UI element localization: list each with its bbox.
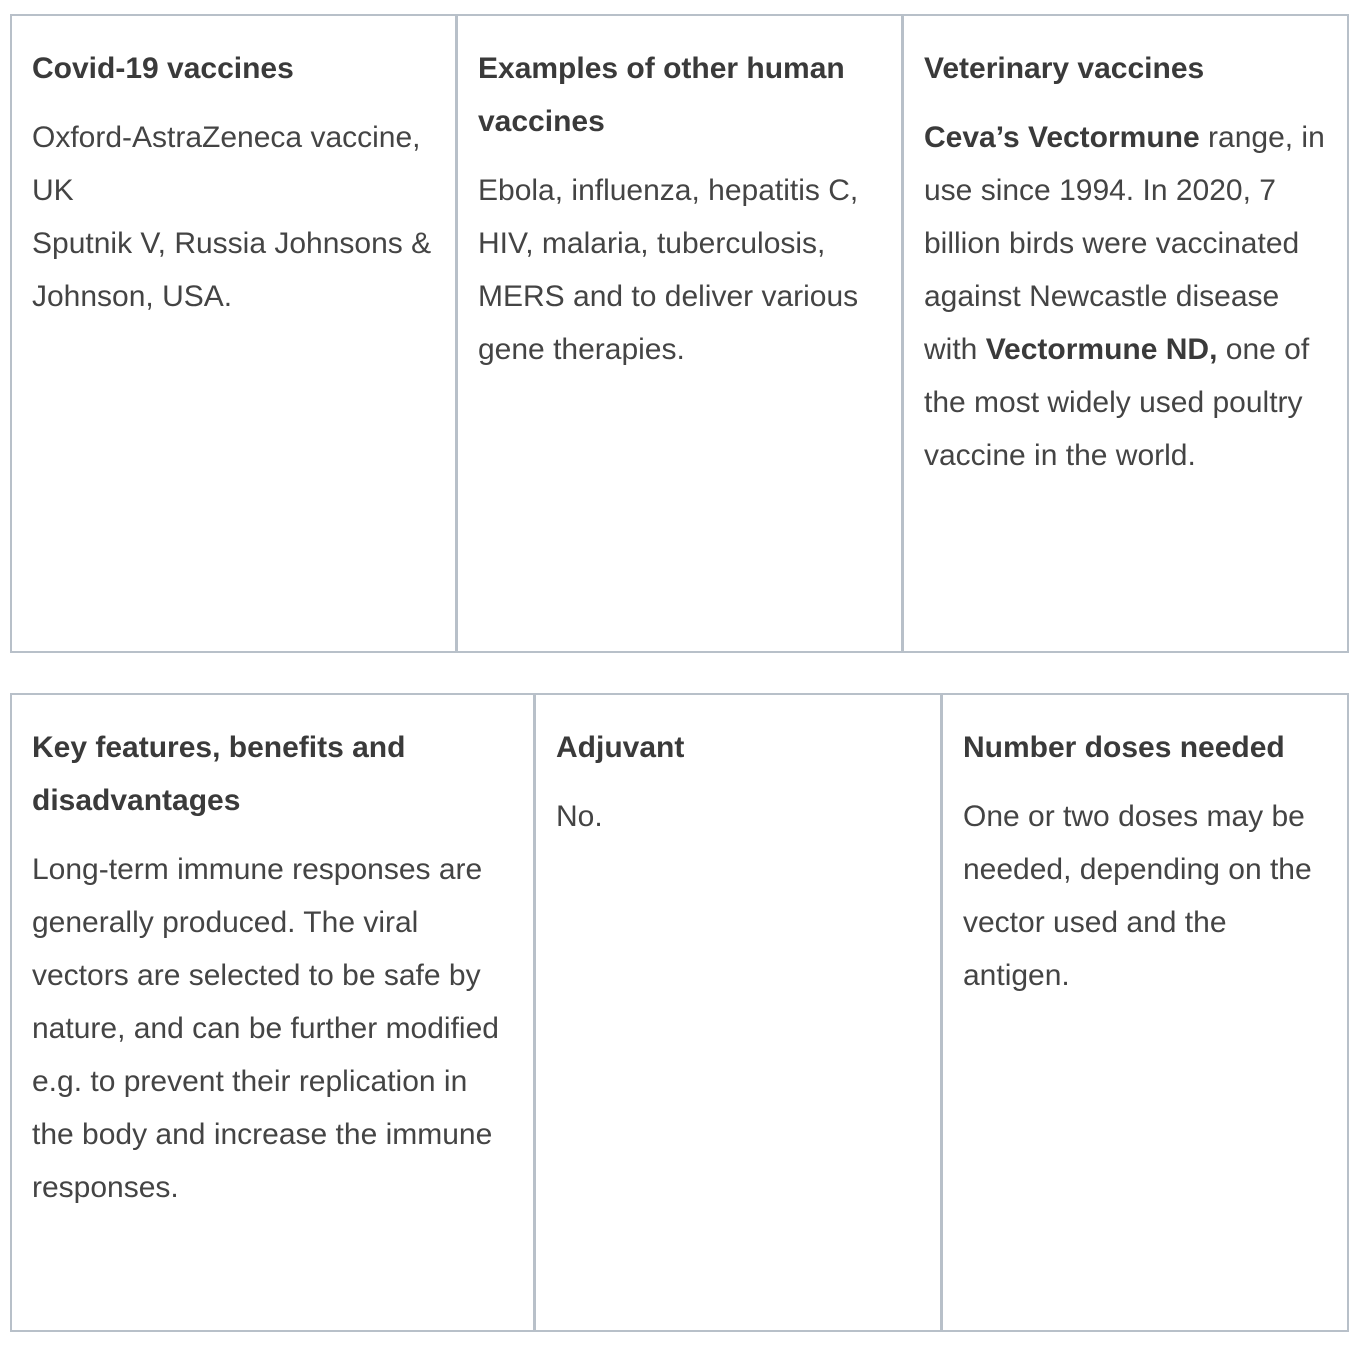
veterinary-text-part-2: one of the most widely used poultry vaccine in the world. xyxy=(924,333,1310,472)
vectormune-brand: Ceva’s Vectormune xyxy=(924,121,1200,154)
veterinary-text-part-1: range, in use since 1994. In 2020, 7 billion birds were vaccinated against Newcastle disease with xyxy=(924,121,1325,366)
other-human-vaccines-cell xyxy=(455,14,903,653)
covid-vaccines-heading: Covid-19 vaccines xyxy=(32,52,294,85)
doses-needed-heading: Number doses needed xyxy=(963,731,1285,764)
covid-vaccine-line-1: Oxford-AstraZeneca vaccine, UK xyxy=(32,121,421,207)
vaccines-table xyxy=(10,14,1349,653)
veterinary-vaccines-text xyxy=(924,111,1327,482)
other-human-vaccines-heading: Examples of other human vaccines xyxy=(478,52,845,138)
veterinary-vaccines-heading: Veterinary vaccines xyxy=(924,52,1205,85)
veterinary-vaccines-cell xyxy=(901,14,1349,653)
features-table xyxy=(10,693,1349,1332)
covid-vaccine-line-2: Sputnik V, Russia Johnsons & Johnson, USA. xyxy=(32,227,432,313)
adjuvant-text: No. xyxy=(556,800,603,833)
other-human-vaccines-text: Ebola, influenza, hepatitis C, HIV, malaria, tuberculosis, MERS and to deliver various gene therapies. xyxy=(478,174,859,366)
key-features-cell xyxy=(10,693,535,1332)
covid-vaccines-cell xyxy=(10,14,457,653)
vectormune-nd-brand: Vectormune ND, xyxy=(985,333,1218,366)
key-features-heading: Key features, benefits and disadvantages xyxy=(32,731,406,817)
doses-needed-text: One or two doses may be needed, depending on the vector used and the antigen. xyxy=(963,800,1312,992)
doses-needed-cell xyxy=(940,693,1349,1332)
key-features-text: Long-term immune responses are generally produced. The viral vectors are selected to be safe by nature, and can be further modified e.g. to prevent their replication in the body and increase the immune responses. xyxy=(32,853,499,1204)
covid-vaccines-text xyxy=(32,111,435,323)
adjuvant-cell xyxy=(533,693,942,1332)
adjuvant-heading: Adjuvant xyxy=(556,731,685,764)
